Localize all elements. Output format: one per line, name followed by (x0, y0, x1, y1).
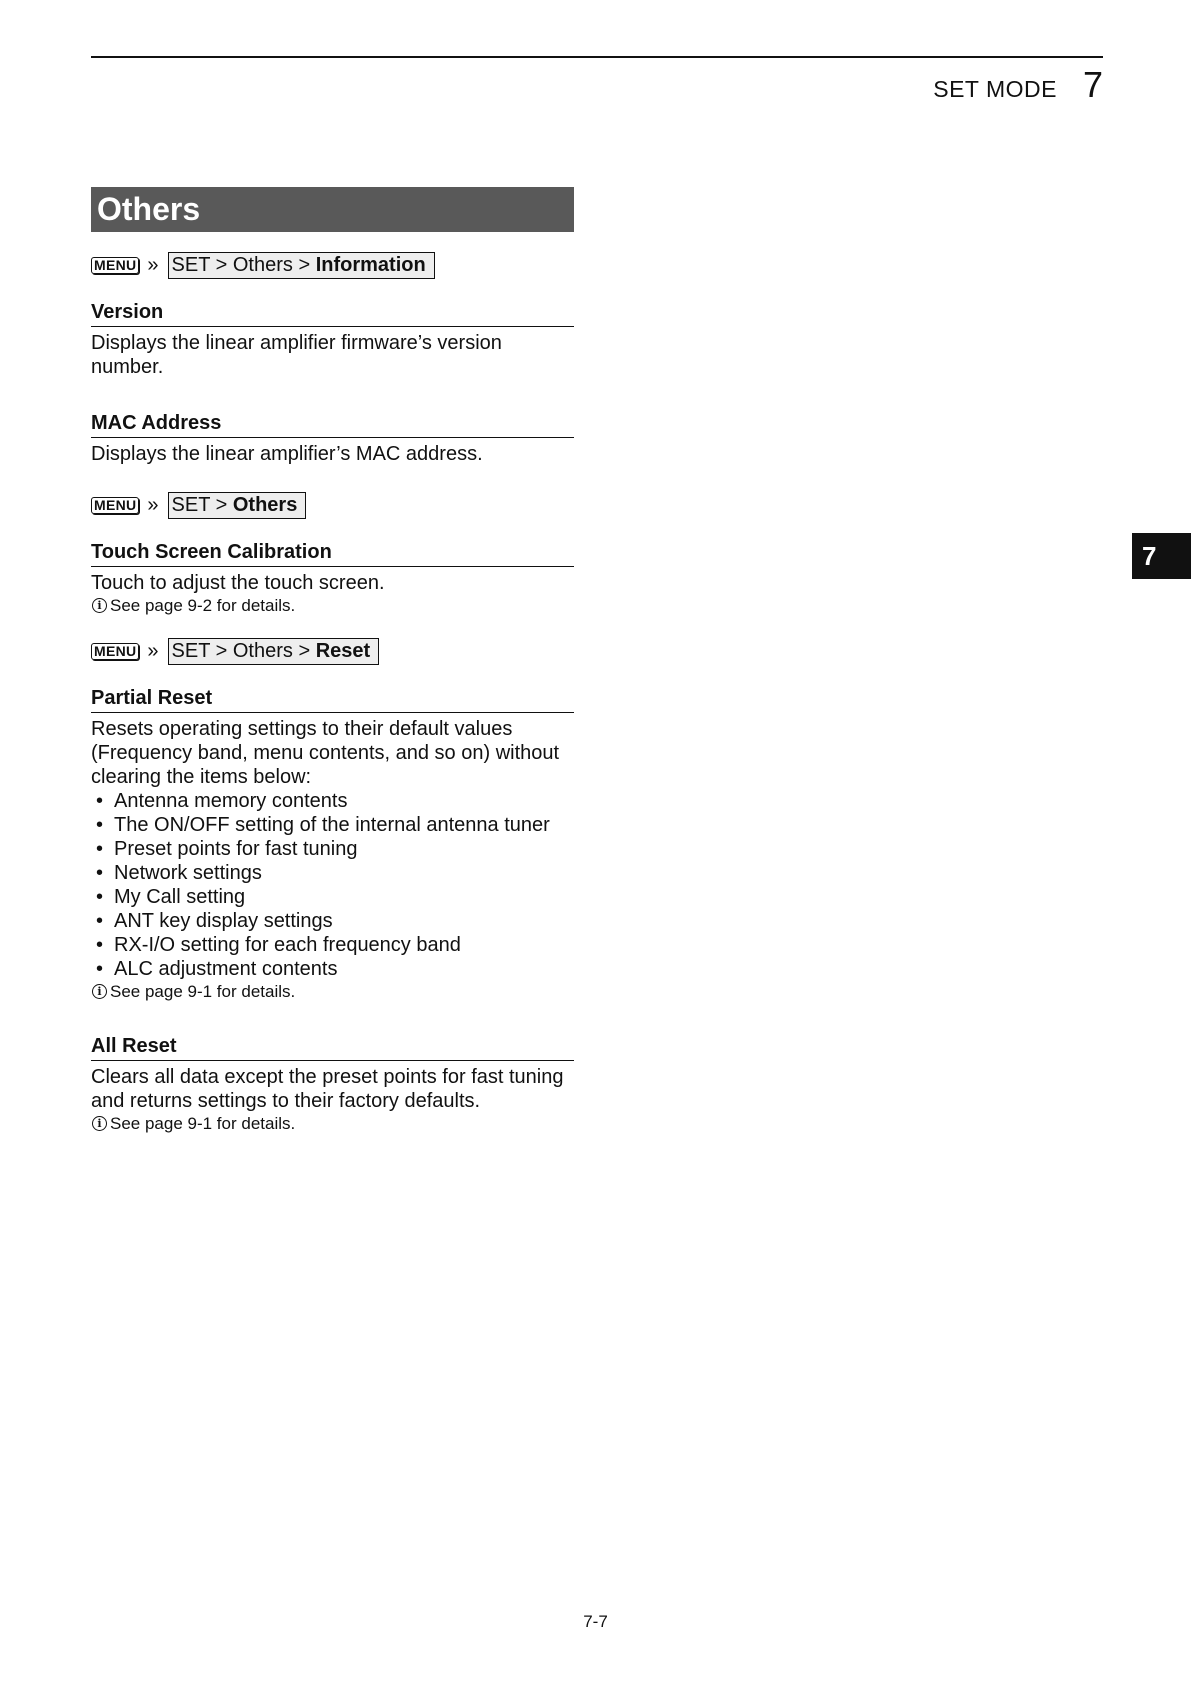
menu-path-reset (91, 638, 574, 665)
item-title-partial-reset: Partial Reset (91, 687, 574, 713)
list-item: • Preset points for fast tuning (91, 837, 574, 861)
item-title-all-reset: All Reset (91, 1035, 574, 1061)
path-box (168, 252, 435, 279)
note-text: See page 9-2 for details. (110, 596, 296, 615)
note-text: See page 9-1 for details. (110, 982, 296, 1001)
item-desc-touch-screen-calibration: Touch to adjust the touch screen. (91, 572, 385, 594)
item-note-partial (91, 981, 574, 1002)
note-text: See page 9-1 for details. (110, 1114, 296, 1133)
list-item: • ANT key display settings (91, 909, 574, 933)
info-icon: i (92, 1116, 107, 1131)
path-prefix: SET > (171, 494, 233, 516)
item-note-touch (91, 595, 574, 616)
item-desc-all-reset: Clears all data except the preset points for fast tuning and returns settings to their factory defaults. (91, 1066, 564, 1112)
list-item: • ALC adjustment contents (91, 957, 574, 981)
path-emphasis: Others (232, 494, 298, 516)
path-box (168, 492, 307, 519)
header-rule (91, 56, 1103, 58)
page-number: 7-7 (583, 1612, 608, 1631)
chapter-side-tab: 7 (1132, 533, 1191, 579)
path-separator: » (147, 254, 159, 276)
menu-key-icon: MENU (91, 257, 139, 274)
info-icon: i (92, 984, 107, 999)
list-item: • RX-I/O setting for each frequency band (91, 933, 574, 957)
path-prefix: SET > Others > (171, 254, 316, 276)
item-title-version: Version (91, 301, 574, 327)
list-item: • My Call setting (91, 885, 574, 909)
section-title: Others (91, 187, 574, 232)
path-separator: » (147, 640, 159, 662)
menu-path-others (91, 492, 574, 519)
item-desc-mac-address: Displays the linear amplifier’s MAC address. (91, 443, 483, 465)
path-emphasis: Information (315, 254, 426, 276)
chapter-title: SET MODE (933, 76, 1057, 102)
list-item: • The ON/OFF setting of the internal antenna tuner (91, 813, 574, 837)
list-item: • Antenna memory contents (91, 789, 574, 813)
path-emphasis: Reset (315, 640, 371, 662)
list-item: • Network settings (91, 861, 574, 885)
item-desc-partial-reset: Resets operating settings to their default values (Frequency band, menu contents, and so on) without clearing the items below: (91, 718, 560, 788)
menu-path-information (91, 252, 574, 279)
path-prefix: SET > Others > (171, 640, 316, 662)
item-note-all (91, 1113, 574, 1134)
menu-key-icon: MENU (91, 497, 139, 514)
partial-reset-list (91, 789, 574, 981)
path-box (168, 638, 380, 665)
chapter-number: 7 (1082, 64, 1103, 105)
item-title-mac-address: MAC Address (91, 412, 574, 438)
content-column (91, 187, 574, 1134)
item-desc-version: Displays the linear amplifier firmware’s version number. (91, 332, 502, 378)
info-icon: i (92, 598, 107, 613)
menu-key-icon: MENU (91, 643, 139, 660)
path-separator: » (147, 494, 159, 516)
chapter-header (933, 64, 1103, 106)
item-title-touch-screen-calibration: Touch Screen Calibration (91, 541, 574, 567)
